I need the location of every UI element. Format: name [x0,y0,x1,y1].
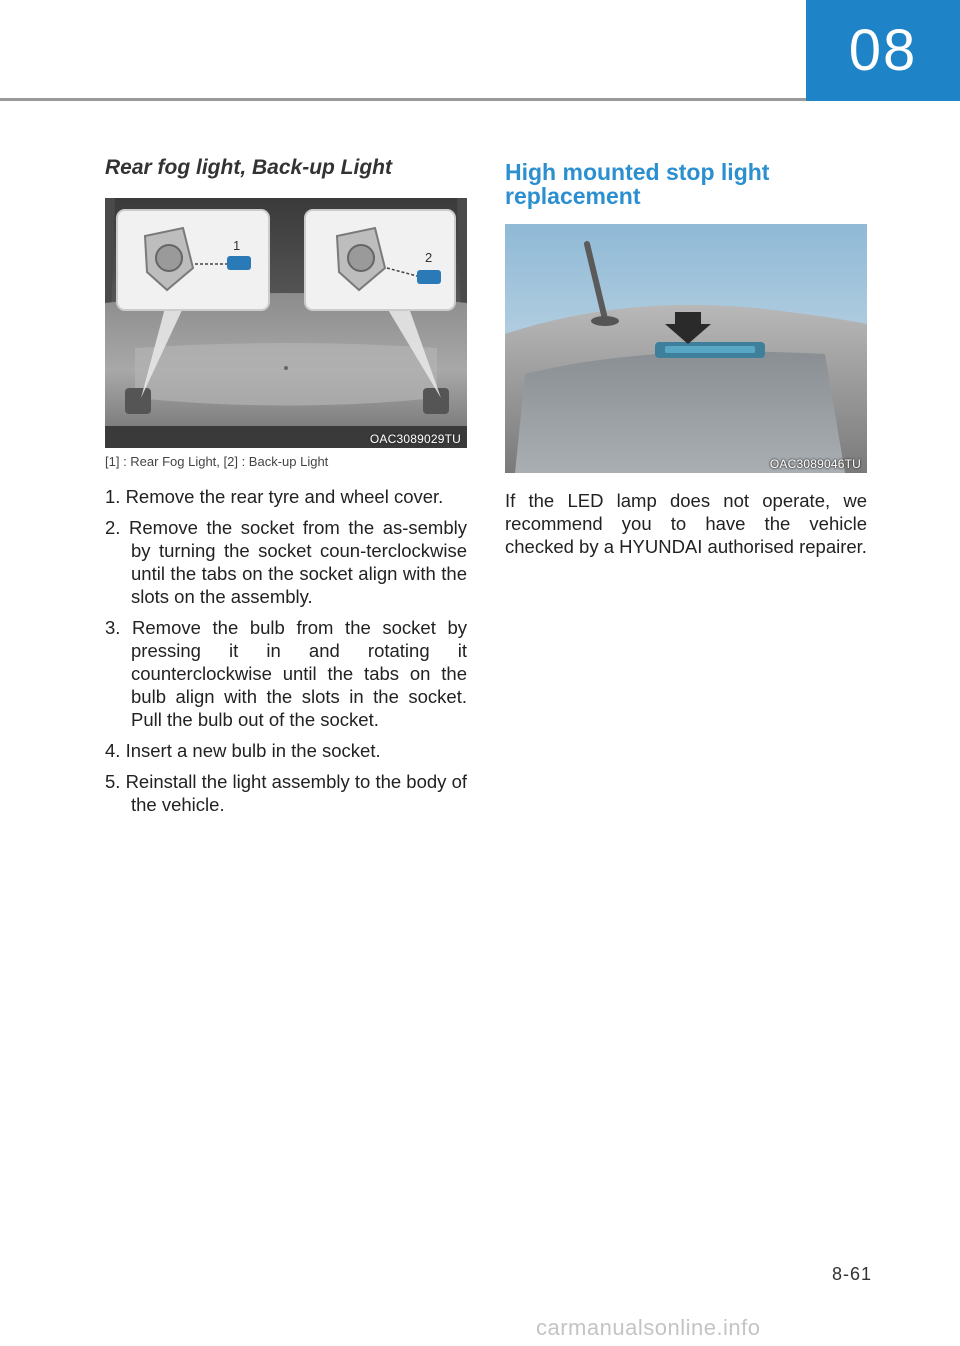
chapter-tab: 08 [806,0,960,101]
section-heading-fog-light: Rear fog light, Back-up Light [105,156,392,179]
list-item: 1. Remove the rear tyre and wheel cover. [105,486,444,508]
figure-code: OAC3089046TU [769,457,861,472]
stop-light-figure [505,224,867,473]
rear-car-illustration [105,198,467,448]
list-item: 5. Reinstall the light assembly to the body of the vehicle. [105,771,467,816]
figure-code: OAC3089029TU [369,432,461,447]
section-heading-stop-light: High mounted stop light replacement [505,159,770,210]
left-column [105,155,467,824]
page-number: 8-61 [832,1264,873,1284]
figure-caption: [1] : Rear Fog Light, [2] : Back-up Light [105,454,329,470]
tailgate-illustration [505,224,867,473]
right-column [505,160,867,577]
header-rule [0,98,806,101]
list-item: 3. Remove the bulb from the socket by pressing it in and rotating it counterclockwise until the tabs on the bulb align with the slots in the socket. Pull the bulb out of the socket. [105,617,467,731]
fog-light-figure [105,198,467,448]
callout-2: 2 [425,250,433,266]
watermark: carmanualsonline.info [536,1315,761,1340]
list-item: 4. Insert a new bulb in the socket. [105,740,381,762]
list-item: 2. Remove the socket from the as-sembly by turning the socket coun-terclockwise until the tabs on the socket align with the slots on the assembly. [105,517,467,608]
callout-1: 1 [233,238,241,254]
instruction-list [105,485,467,816]
stop-light-text: If the LED lamp does not operate, we recommend you to have the vehicle checked by a HYUNDAI authorised repairer. [505,490,867,558]
